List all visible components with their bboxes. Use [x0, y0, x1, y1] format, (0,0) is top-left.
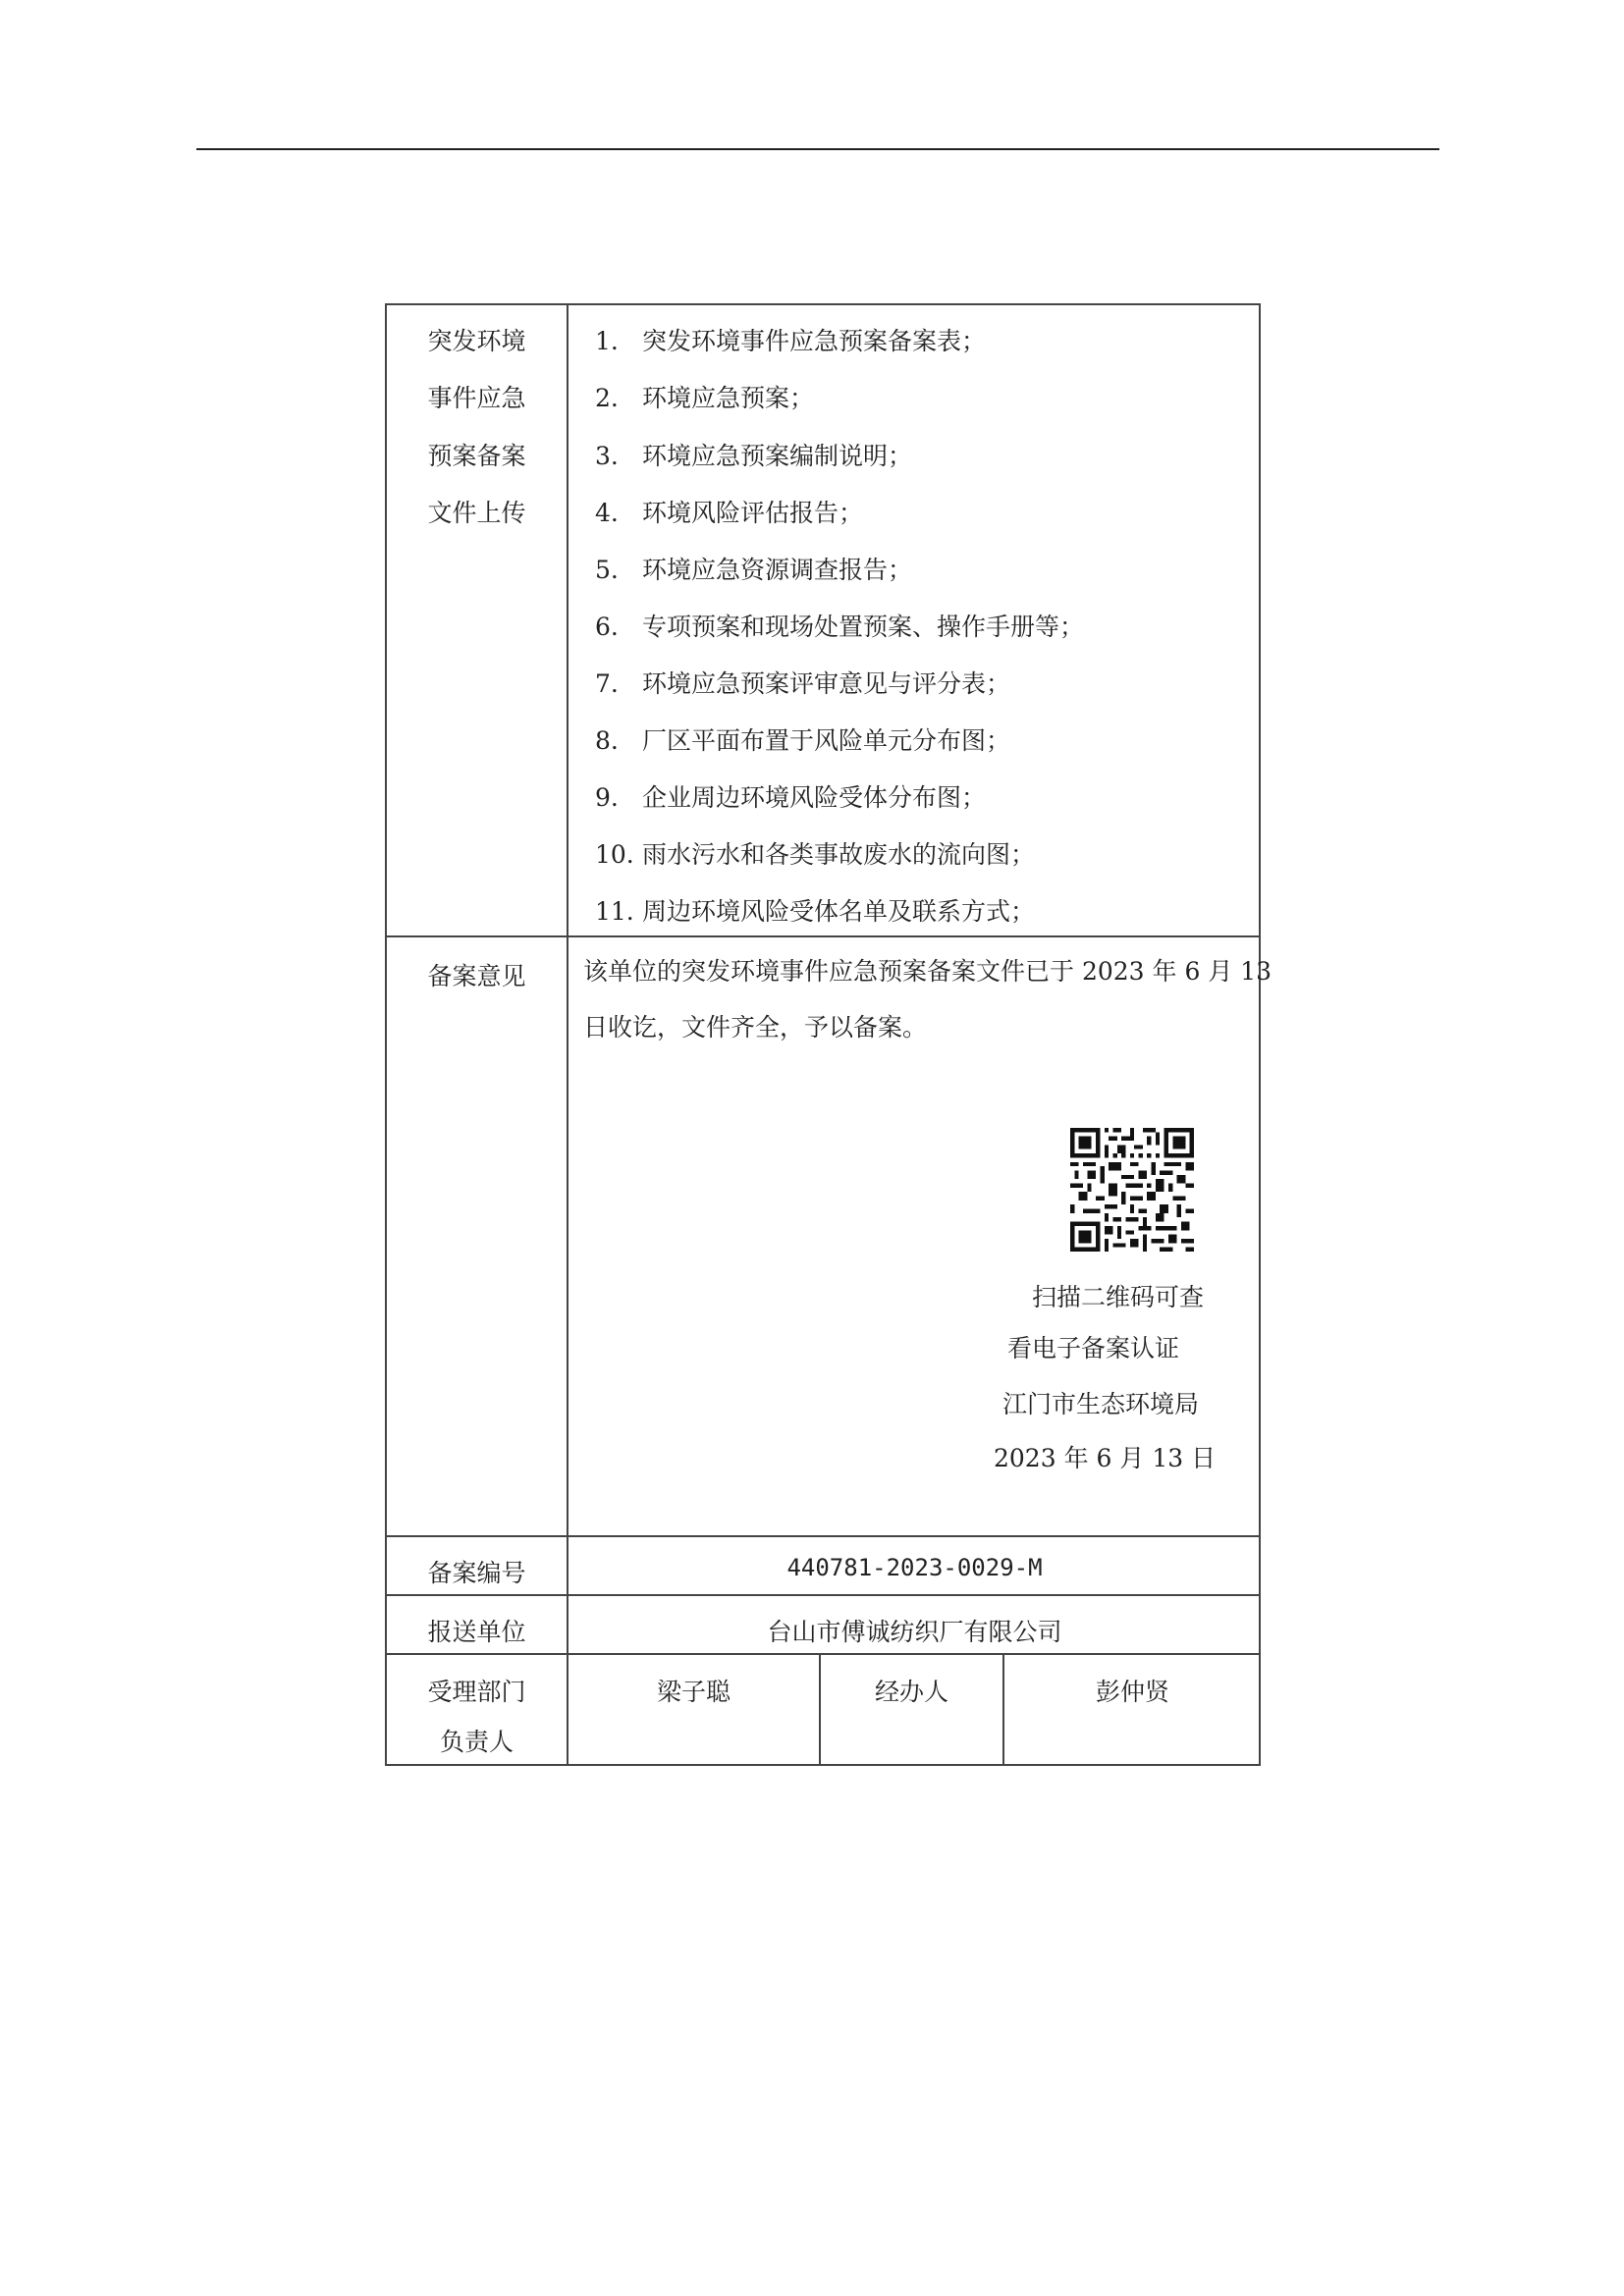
qr-caption-line-2: 看电子备案认证 [1007, 1334, 1180, 1362]
list-item-number: 10. [595, 840, 634, 869]
label-column-divider [567, 305, 568, 1766]
list-item-text: 环境风险评估报告； [642, 499, 864, 527]
row-divider-unit [387, 1653, 1259, 1655]
list-item [595, 835, 1035, 871]
opinion-line-1: 该单位的突发环境事件应急预案备案文件已于 2023 年 6 月 13 [583, 957, 1272, 986]
filing-table [385, 303, 1272, 1766]
opinion-line-2: 日收讫，文件齐全，予以备案。 [583, 1013, 928, 1041]
row-divider-opinion [387, 1535, 1259, 1537]
upload-label-line-3: 预案备案 [427, 442, 526, 470]
list-item-text: 环境应急预案编制说明； [642, 442, 913, 470]
record-number-value: 440781-2023-0029-M [786, 1554, 1043, 1581]
list-item-text: 厂区平面布置于风险单元分布图； [642, 726, 1011, 755]
responsible-divider-1 [819, 1653, 821, 1766]
upload-label-line-2: 事件应急 [427, 384, 526, 412]
list-item-text: 环境应急预案； [642, 384, 815, 412]
list-item [595, 379, 814, 414]
list-item-number: 4. [595, 499, 619, 527]
list-item-number: 11. [595, 897, 634, 926]
list-item [595, 551, 912, 586]
list-item-text: 突发环境事件应急预案备案表； [642, 327, 987, 355]
list-item [595, 608, 1084, 643]
list-item-number: 8. [595, 726, 619, 755]
list-item [595, 494, 863, 529]
list-item-text: 雨水污水和各类事故废水的流向图； [642, 840, 1036, 869]
list-item [595, 322, 986, 357]
list-item-text: 专项预案和现场处置预案、操作手册等； [642, 613, 1085, 641]
handler-label: 经办人 [874, 1678, 948, 1706]
list-item-text: 周边环境风险受体名单及联系方式； [642, 897, 1036, 926]
list-item [595, 721, 1010, 757]
row-divider-number [387, 1594, 1259, 1596]
list-item-number: 1. [595, 327, 619, 355]
list-item-text: 企业周边环境风险受体分布图； [642, 783, 987, 812]
responsible-label-line-2: 负责人 [439, 1728, 514, 1756]
responsible-label-line-1: 受理部门 [427, 1678, 526, 1706]
list-item-number: 2. [595, 384, 619, 412]
list-item [595, 665, 1010, 700]
responsible-name: 梁子聪 [656, 1678, 731, 1706]
qr-caption-line-1: 扫描二维码可查 [1032, 1283, 1205, 1311]
opinion-label: 备案意见 [427, 962, 526, 990]
list-item-number: 9. [595, 783, 619, 812]
handler-name: 彭仲贤 [1095, 1678, 1169, 1706]
upload-label-line-1: 突发环境 [427, 327, 526, 355]
list-item [595, 778, 986, 814]
list-item-number: 7. [595, 669, 619, 698]
issue-date: 2023 年 6 月 13 日 [994, 1444, 1217, 1472]
responsible-divider-2 [1002, 1653, 1004, 1766]
row-divider-upload [387, 935, 1259, 937]
list-item [595, 437, 912, 472]
list-item-number: 5. [595, 556, 619, 584]
list-item-text: 环境应急资源调查报告； [642, 556, 913, 584]
header-rule [196, 148, 1439, 150]
submitting-unit-label: 报送单位 [427, 1618, 526, 1646]
issuer-name: 江门市生态环境局 [1002, 1390, 1200, 1418]
upload-label-line-4: 文件上传 [427, 499, 526, 527]
list-item-number: 3. [595, 442, 619, 470]
list-item [595, 892, 1035, 928]
submitting-unit-value: 台山市傅诚纺织厂有限公司 [767, 1618, 1062, 1646]
qr-code-icon [1070, 1128, 1194, 1252]
list-item-number: 6. [595, 613, 619, 641]
record-number-label: 备案编号 [427, 1559, 526, 1587]
list-item-text: 环境应急预案评审意见与评分表； [642, 669, 1011, 698]
